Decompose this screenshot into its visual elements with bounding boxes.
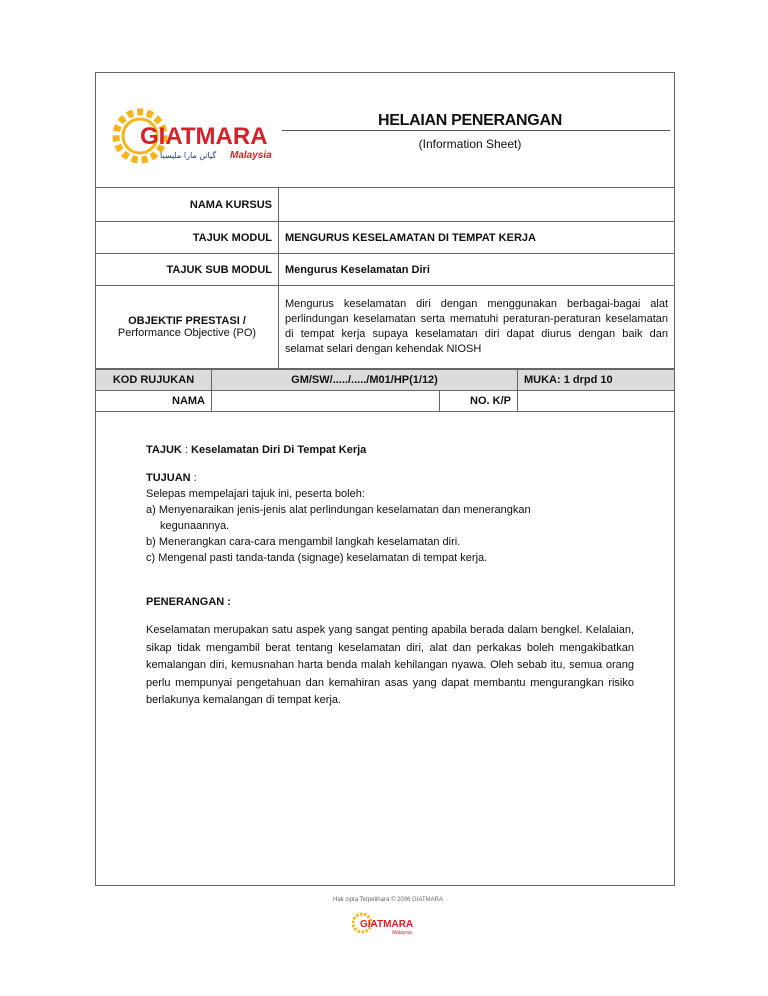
tajuk-modul-label: TAJUK MODUL bbox=[96, 222, 279, 254]
tujuan-item-c: c) Mengenal pasti tanda-tanda (signage) keselamatan di tempat kerja. bbox=[146, 552, 488, 564]
row-tajuk-modul bbox=[96, 222, 675, 254]
tujuan-item-a-cont: kegunaannya. bbox=[160, 520, 230, 532]
kod-rujukan-value: GM/SW/...../...../M01/HP(1/12) bbox=[212, 370, 518, 391]
penerangan-heading bbox=[146, 594, 634, 610]
po-label bbox=[96, 286, 279, 369]
content-body bbox=[146, 442, 634, 710]
ref-table bbox=[95, 369, 675, 412]
kod-rujukan-label: KOD RUJUKAN bbox=[96, 370, 212, 391]
tujuan-label: TUJUAN bbox=[146, 472, 191, 484]
tujuan-intro: Selepas mempelajari tajuk ini, peserta boleh: bbox=[146, 488, 365, 500]
tajuk-modul-value: MENGURUS KESELAMATAN DI TEMPAT KERJA bbox=[279, 222, 675, 254]
nama-value bbox=[212, 391, 440, 412]
penerangan-label: PENERANGAN : bbox=[146, 596, 231, 608]
tajuk-label: TAJUK bbox=[146, 444, 182, 456]
page-subtitle: (Information Sheet) bbox=[418, 137, 522, 151]
row-nama bbox=[96, 391, 675, 412]
po-value: Mengurus keselamatan diri dengan menggunakan berbagai-bagai alat perlindungan keselamatan serta mematuhi peraturan-peraturan keselamatan di tempat kerja supaya keselamatan diri dapat diurus dengan baik dan selamat selari dengan kehendak NIOSH bbox=[279, 286, 675, 369]
page-title: HELAIAN PENERANGAN bbox=[378, 112, 562, 129]
row-nama-kursus bbox=[96, 188, 675, 222]
nokp-value bbox=[518, 391, 675, 412]
footer-logo-text: GIATMARA bbox=[360, 919, 414, 930]
row-kod-rujukan bbox=[96, 370, 675, 391]
nama-label: NAMA bbox=[96, 391, 212, 412]
title-underline bbox=[282, 130, 670, 131]
row-tajuk-sub-modul bbox=[96, 254, 675, 286]
tujuan-heading bbox=[146, 470, 634, 486]
row-objektif bbox=[96, 286, 675, 369]
logo-giat: GIATMARA bbox=[140, 123, 268, 150]
giatmara-logo bbox=[112, 100, 282, 170]
svg-text:ﮔﻴﺎتن مارا مليسيا: ﮔﻴﺎتن مارا مليسيا bbox=[160, 151, 217, 160]
tajuk-sub-value: Mengurus Keselamatan Diri bbox=[279, 254, 675, 286]
po-label-line1: OBJEKTIF PRESTASI / bbox=[128, 315, 246, 327]
footer-logo-sub: Malaysia bbox=[392, 930, 412, 936]
footer-copyright: Hak cipta Terpelihara © 2006 GIATMARA bbox=[333, 897, 443, 903]
tujuan-item-b: b) Menerangkan cara-cara mengambil langkah keselamatan diri. bbox=[146, 536, 461, 548]
nokp-label: NO. K/P bbox=[440, 391, 518, 412]
muka-surat: MUKA: 1 drpd 10 bbox=[518, 370, 675, 391]
footer-logo bbox=[352, 910, 418, 936]
penerangan-text: Keselamatan merupakan satu aspek yang sangat penting apabila berada dalam bengkel. Kelalaian, sikap tidak mengambil berat tentang keselamatan diri, alat dan perkakas boleh mengakibatkan kemalangan diri, kemusnahan harta benda malah kehilangan nyawa. Oleh sebab itu, semua orang perlu mempunyai pengetahuan dan kemahiran asas yang dapat membantu mengurangkan risiko berlakunya kemalangan di tempat kerja. bbox=[146, 624, 634, 706]
tujuan-item-a: a) Menyenaraikan jenis-jenis alat perlindungan keselamatan dan menerangkan bbox=[146, 504, 531, 516]
tajuk-sep: : bbox=[181, 444, 192, 456]
info-table bbox=[95, 187, 675, 369]
tajuk-sub-label: TAJUK SUB MODUL bbox=[96, 254, 279, 286]
logo-malaysia: Malaysia bbox=[230, 150, 272, 161]
tujuan-sep: : bbox=[190, 472, 197, 484]
po-label-line2: Performance Objective (PO) bbox=[117, 327, 257, 339]
nama-kursus-label: NAMA KURSUS bbox=[96, 188, 279, 222]
tajuk-line bbox=[146, 442, 634, 458]
tajuk-value: Keselamatan Diri Di Tempat Kerja bbox=[191, 444, 367, 456]
nama-kursus-value bbox=[279, 188, 675, 222]
